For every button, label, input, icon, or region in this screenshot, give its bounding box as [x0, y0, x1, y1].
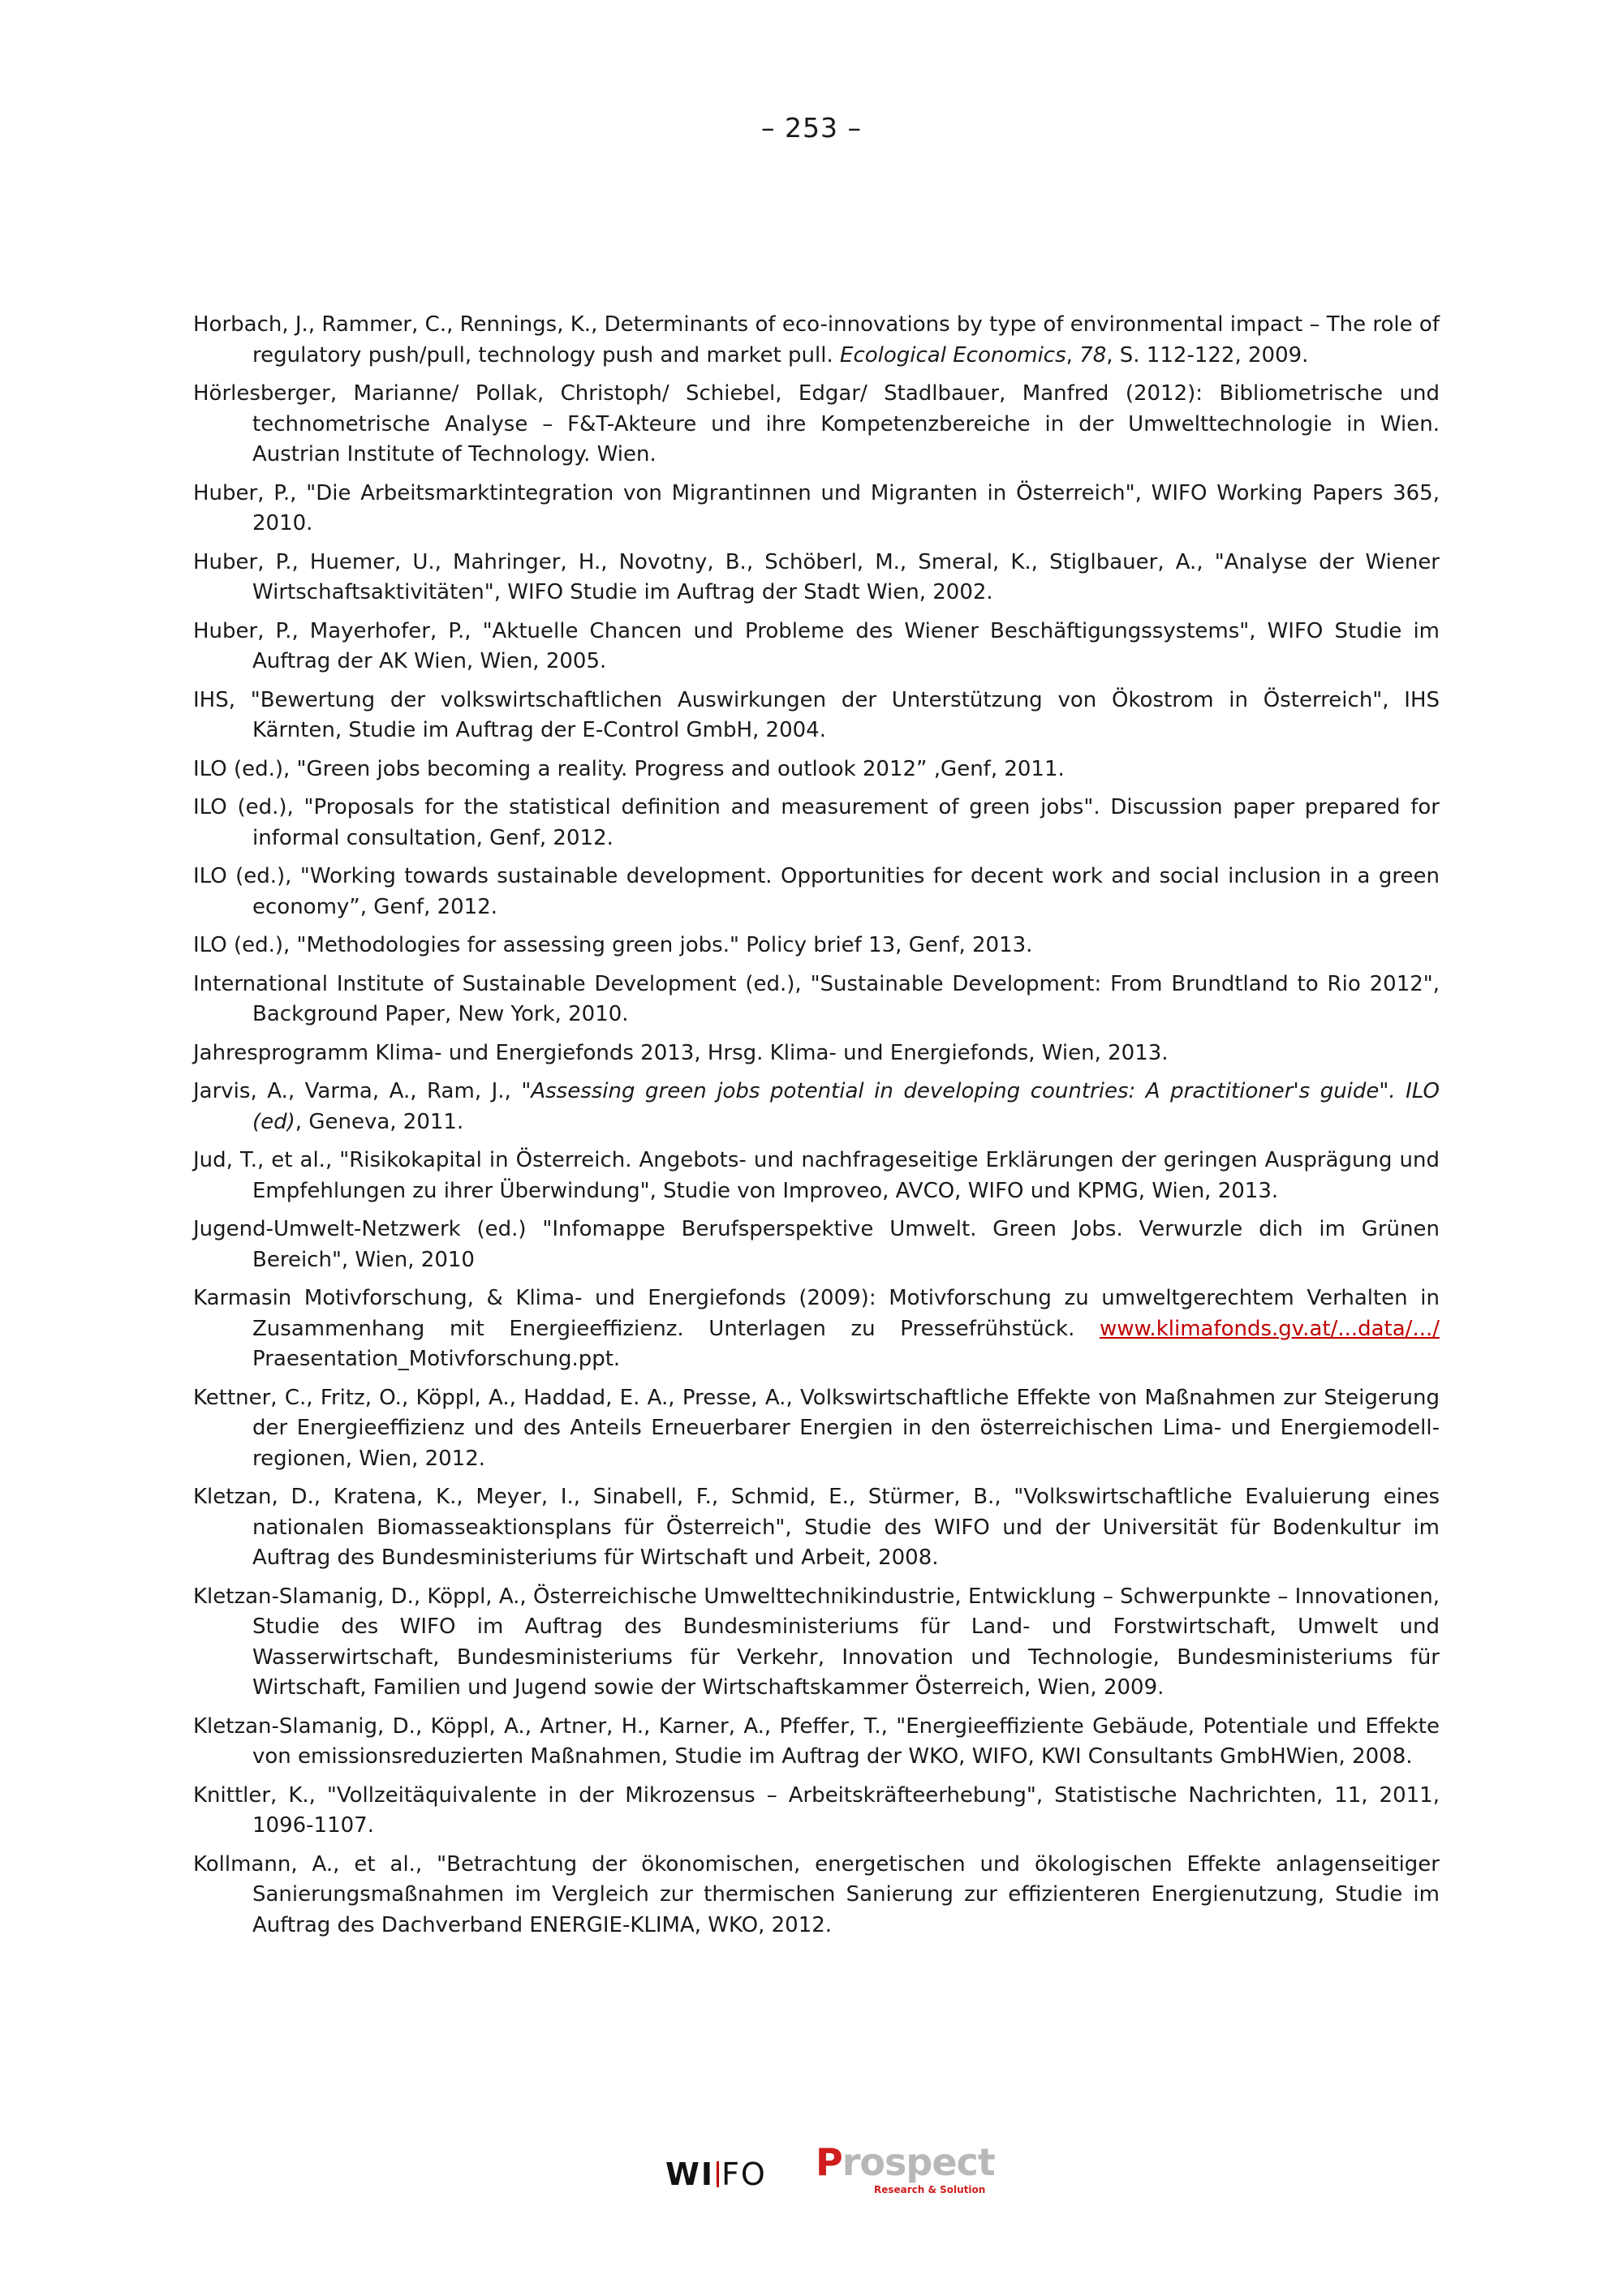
reference-item: Jud, T., et al., "Risikokapital in Österreich. Angebots- und nachfrageseitige Erklärungen der geringen Ausprägung und Empfehlungen zu ihrer Überwindung", Studie von Improveo, AVCO, WIFO und KPMG, Wien, 2013.: [193, 1148, 1440, 1203]
reference-item: Hörlesberger, Marianne/ Pollak, Christoph/ Schiebel, Edgar/ Stadlbauer, Manfred (2012): Bibliometrische und technometrische Analyse – F&T-Akteure und ihre Kompetenzbereiche in der Umwelttechnologie in Wien. Austrian Institute of Technology. Wien.: [193, 381, 1440, 467]
reference-item: Jarvis, A., Varma, A., Ram, J., "Assessing green jobs potential in developing countries: A practitioner's guide". ILO (ed), Geneva, 2011.: [193, 1079, 1440, 1134]
prospect-logo: [816, 2140, 995, 2199]
reference-item: Kollmann, A., et al., "Betrachtung der ökonomischen, energetischen und ökologischen Effekte anlagenseitiger Sanierungsmaßnahmen im Vergleich zur thermischen Sanierung zur effizienteren Energienutzung, Studie im Auftrag des Dachverband ENERGIE-KLIMA, WKO, 2012.: [193, 1851, 1440, 1937]
reference-item: Jahresprogramm Klima- und Energiefonds 2013, Hrsg. Klima- und Energiefonds, Wien, 2013.: [193, 1040, 1169, 1065]
reference-item: Knittler, K., "Vollzeitäquivalente in der Mikrozensus – Arbeitskräfteerhebung", Statistische Nachrichten, 11, 2011, 1096-1107.: [193, 1782, 1440, 1838]
wifo-logo-left: WI: [665, 2156, 715, 2192]
reference-item: Huber, P., Mayerhofer, P., "Aktuelle Chancen und Probleme des Wiener Beschäftigungssystems", WIFO Studie im Auftrag der AK Wien, Wien, 2005.: [193, 618, 1440, 673]
prospect-wordmark: Prospect: [816, 2140, 995, 2184]
prospect-tagline: Research & Solution: [874, 2184, 986, 2195]
reference-item: Jugend-Umwelt-Netzwerk (ed.) "Infomappe Berufsperspektive Umwelt. Green Jobs. Verwurzle dich im Grünen Bereich", Wien, 2010: [193, 1217, 1440, 1272]
wifo-logo: [665, 2156, 767, 2192]
reference-item: ILO (ed.), "Proposals for the statistical definition and measurement of green jobs". Discussion paper prepared for informal consultation, Genf, 2012.: [193, 795, 1440, 850]
reference-item: ILO (ed.), "Green jobs becoming a reality. Progress and outlook 2012” ,Genf, 2011.: [193, 756, 1065, 781]
klimafonds-link[interactable]: www.klimafonds.gv.at/...data/.../: [1100, 1316, 1440, 1341]
reference-item: Huber, P., Huemer, U., Mahringer, H., Novotny, B., Schöberl, M., Smeral, K., Stiglbauer, A., "Analyse der Wiener Wirtschaftsaktivitäten", WIFO Studie im Auftrag der Stadt Wien, 2002.: [193, 549, 1440, 604]
reference-item: Horbach, J., Rammer, C., Rennings, K., Determinants of eco-innovations by type of environmental impact – The role of regulatory push/pull, technology push and market pull. Ecological Economics, 78, S. 112-122, 2009.: [193, 312, 1440, 368]
wifo-logo-right: FO: [721, 2156, 767, 2192]
reference-item: ILO (ed.), "Working towards sustainable development. Opportunities for decent work and social inclusion in a green economy”, Genf, 2012.: [193, 864, 1440, 919]
wifo-logo-bar: [717, 2161, 719, 2187]
reference-item: Kletzan, D., Kratena, K., Meyer, I., Sinabell, F., Schmid, E., Stürmer, B., "Volkswirtschaftliche Evaluierung eines nationalen Biomasseaktionsplans für Österreich", Studie des WIFO und der Universität für Bodenkultur im Auftrag des Bundesministeriums für Wirtschaft und Arbeit, 2008.: [193, 1485, 1440, 1570]
reference-item: Kletzan-Slamanig, D., Köppl, A., Österreichische Umwelttechnikindustrie, Entwicklung – Schwerpunkte – Innovationen, Studie des WIFO im Auftrag des Bundesministeriums für Land- und Forstwirtschaft, Umwelt und Wasserwirtschaft, Bundesministeriums für Verkehr, Innovation und Technologie, Bundesministeriums für Wirtschaft, Familien und Jugend sowie der Wirtschaftskammer Österreich, Wien, 2009.: [193, 1584, 1440, 1700]
reference-item: ILO (ed.), "Methodologies for assessing green jobs." Policy brief 13, Genf, 2013.: [193, 933, 1033, 957]
reference-item: Kettner, C., Fritz, O., Köppl, A., Haddad, E. A., Presse, A., Volkswirtschaftliche Effekte von Maßnahmen zur Steigerung der Energieeffizienz und des Anteils Erneuerbarer Energien in den österreichischen Lima- und Energiemodell-regionen, Wien, 2012.: [193, 1385, 1440, 1471]
page-number: – 253 –: [761, 112, 862, 144]
reference-item: International Institute of Sustainable Development (ed.), "Sustainable Development: From Brundtland to Rio 2012", Background Paper, New York, 2010.: [193, 971, 1440, 1026]
footer: [0, 2142, 1623, 2207]
reference-item: Huber, P., "Die Arbeitsmarktintegration von Migrantinnen und Migranten in Österreich", WIFO Working Papers 365, 2010.: [193, 480, 1440, 535]
reference-item: IHS, "Bewertung der volkswirtschaftlichen Auswirkungen der Unterstützung von Ökostrom in Österreich", IHS Kärnten, Studie im Auftrag der E-Control GmbH, 2004.: [193, 687, 1440, 742]
reference-item: Karmasin Motivforschung, & Klima- und Energiefonds (2009): Motivforschung zu umweltgerechtem Verhalten in Zusammenhang mit Energieeffizienz. Unterlagen zu Pressefrühstück. www.klimafonds.gv.at/...data/.../ Praesentation_Motivforschung.ppt.: [193, 1286, 1440, 1371]
reference-list: [193, 310, 1440, 1949]
reference-item: Kletzan-Slamanig, D., Köppl, A., Artner, H., Karner, A., Pfeffer, T., "Energieeffiziente Gebäude, Potentiale und Effekte von emissionsreduzierten Maßnahmen, Studie im Auftrag der WKO, WIFO, KWI Consultants GmbHWien, 2008.: [193, 1713, 1440, 1769]
